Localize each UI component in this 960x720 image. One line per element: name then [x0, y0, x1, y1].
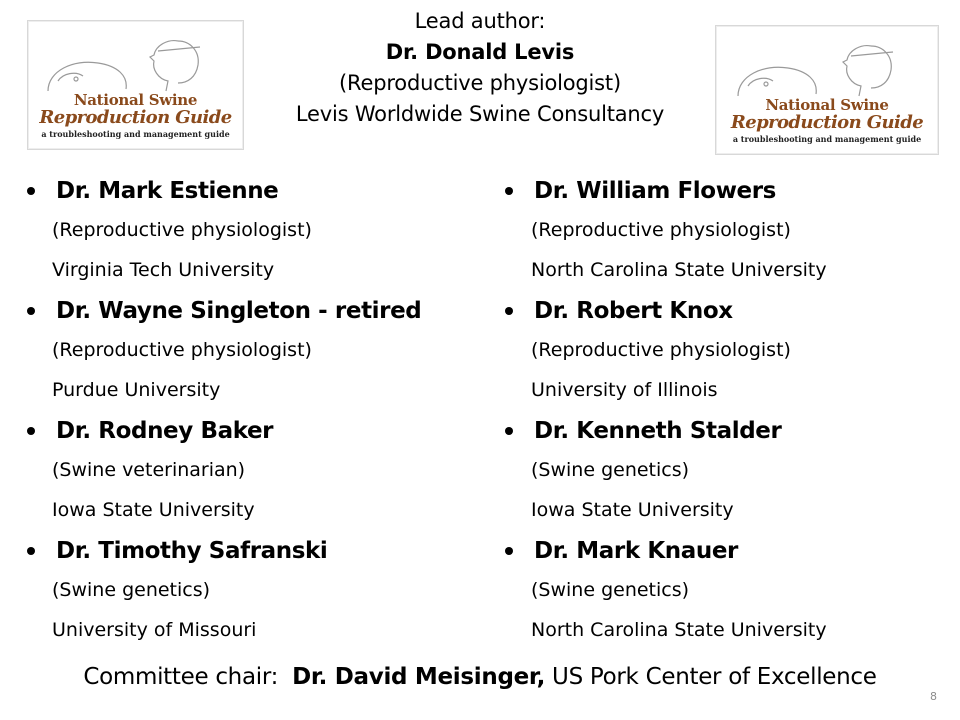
logo-subtitle: a troubleshooting and management guide [732, 134, 922, 144]
contributor-name: Dr. Mark Knauer [534, 538, 738, 564]
logo-title-line2: Reproduction Guide [39, 107, 232, 128]
contributor-name: Dr. Timothy Safranski [56, 538, 328, 564]
contributor-role: (Swine genetics) [52, 579, 211, 601]
contributor-role: (Reproductive physiologist) [531, 219, 791, 241]
logo-right [715, 25, 939, 155]
contributor-entry [500, 412, 940, 532]
logo-title-line2: Reproduction Guide [730, 112, 924, 133]
contributor-role: (Reproductive physiologist) [52, 219, 312, 241]
committee-chair-label: Committee chair: [83, 664, 279, 690]
contributor-name: Dr. Robert Knox [534, 298, 733, 324]
lead-author-name: Dr. Donald Levis [385, 40, 575, 64]
contributors-right-column [500, 172, 940, 652]
bullet-icon [27, 427, 35, 435]
contributor-name: Dr. Kenneth Stalder [534, 418, 782, 444]
contributor-org: Iowa State University [52, 499, 255, 521]
contributor-org: North Carolina State University [531, 619, 827, 641]
lead-author-org: Levis Worldwide Swine Consultancy [295, 102, 665, 126]
contributor-org: North Carolina State University [531, 259, 827, 281]
contributor-entry [22, 172, 462, 292]
bullet-icon [27, 307, 35, 315]
contributor-org: Virginia Tech University [52, 259, 275, 281]
logo-title-line1: National Swine [73, 91, 198, 109]
committee-chair-org: US Pork Center of Excellence [552, 664, 877, 690]
logo-left [27, 20, 244, 150]
contributors-left-column [22, 172, 462, 652]
contributor-org: Purdue University [52, 379, 221, 401]
bullet-icon [505, 427, 513, 435]
lead-author-role: (Reproductive physiologist) [339, 71, 621, 95]
contributor-org: University of Illinois [531, 379, 718, 401]
contributor-entry [500, 532, 940, 652]
logo-subtitle: a troubleshooting and management guide [41, 129, 230, 139]
contributor-entry [22, 412, 462, 532]
bullet-icon [505, 547, 513, 555]
bullet-icon [505, 187, 513, 195]
bullet-icon [27, 187, 35, 195]
contributor-org: University of Missouri [52, 619, 257, 641]
contributor-role: (Swine veterinarian) [52, 459, 246, 481]
bullet-icon [505, 307, 513, 315]
contributor-role: (Reproductive physiologist) [52, 339, 312, 361]
committee-chair-name: Dr. David Meisinger, [292, 664, 546, 690]
contributor-name: Dr. William Flowers [534, 178, 776, 204]
contributor-name: Dr. Mark Estienne [56, 178, 279, 204]
lead-author-block [240, 6, 720, 130]
contributor-entry [500, 292, 940, 412]
page-number: 8 [930, 690, 937, 703]
contributor-role: (Reproductive physiologist) [531, 339, 791, 361]
contributor-role: (Swine genetics) [531, 459, 690, 481]
contributor-org: Iowa State University [531, 499, 734, 521]
logo-title-line1: National Swine [765, 96, 889, 114]
contributor-entry [500, 172, 940, 292]
committee-chair-line [0, 662, 960, 692]
contributor-name: Dr. Wayne Singleton - retired [56, 298, 422, 324]
contributor-name: Dr. Rodney Baker [56, 418, 274, 444]
lead-author-label: Lead author: [414, 9, 546, 33]
contributor-entry [22, 532, 462, 652]
contributor-role: (Swine genetics) [531, 579, 690, 601]
contributor-entry [22, 292, 462, 412]
bullet-icon [27, 547, 35, 555]
